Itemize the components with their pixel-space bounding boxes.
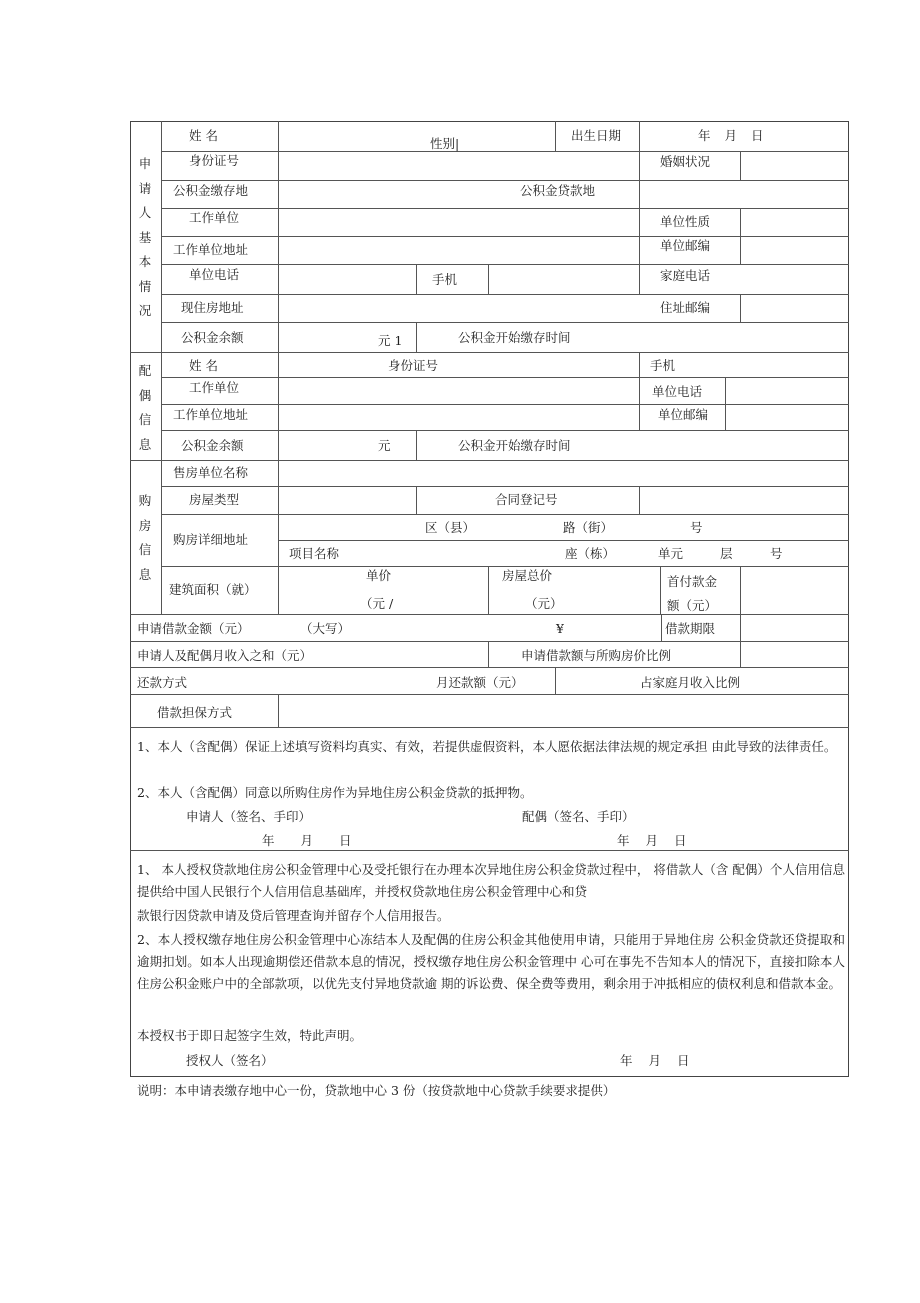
authorization-item-2: 2、本人授权缴存地住房公积金管理中心冻结本人及配偶的住房公积金其他使用申请，只能用于异地住房 公积金贷款还贷提取和逾期扣划。如本人出现逾期偿还借款本息的情况，授权缴存地住房公积金管理中 心可在事先不告知本人的情况下，直接扣除本人住房公积金账户中的全部款项，以优先支付异地贷款逾 期的诉讼费、保全费等费用，剩余用于冲抵相应的债权利息和借款本金。 <box>137 932 845 991</box>
divider <box>740 294 741 322</box>
applicant-name-label: 姓 名 <box>189 128 218 143</box>
divider <box>278 460 279 614</box>
applicant-fund-start-label: 公积金开始缴存时间 <box>458 330 571 345</box>
applicant-birth-label: 出生日期 <box>571 128 622 143</box>
divider <box>555 667 556 694</box>
divider <box>416 486 417 514</box>
area-label: 建筑面积（就） <box>169 582 257 597</box>
divider <box>416 430 417 460</box>
applicant-mobile-field[interactable] <box>489 265 638 293</box>
divider <box>278 352 279 460</box>
applicant-employer-nature-field[interactable] <box>741 209 848 235</box>
loan-amount-label: 申请借款金额（元） <box>137 621 250 636</box>
divider <box>161 566 849 567</box>
divider <box>660 566 661 614</box>
district-label: 区（县） <box>425 520 476 535</box>
unit-price-label: 单价 <box>366 568 392 583</box>
spouse-fund-start-label: 公积金开始缴存时间 <box>458 438 571 453</box>
down-payment-label-1: 首付款金 <box>667 574 718 589</box>
house-type-label: 房屋类型 <box>189 492 240 507</box>
spouse-id-label: 身份证号 <box>388 358 439 373</box>
applicant-gender-field[interactable] <box>460 122 554 150</box>
applicant-residence-field[interactable] <box>279 295 638 321</box>
divider <box>639 486 640 514</box>
applicant-name-field[interactable] <box>279 122 415 150</box>
divider <box>416 264 417 294</box>
address-label: 购房详细地址 <box>173 532 249 547</box>
applicant-birth-date: 年 月 日 <box>698 128 764 143</box>
divider <box>130 850 849 851</box>
loan-term-label: 借款期限 <box>665 621 716 636</box>
total-price-label: 房屋总价 <box>502 568 553 583</box>
divider <box>130 727 849 728</box>
applicant-marital-field[interactable] <box>741 152 848 179</box>
divider <box>161 460 162 614</box>
declaration-item-2: 2、本人（含配偶）同意以所购住房作为异地住房公积金贷款的抵押物。 <box>137 785 533 800</box>
divider <box>161 377 849 378</box>
divider <box>725 377 726 430</box>
authorization-date: 年 月 日 <box>620 1053 690 1068</box>
applicant-signature-label: 申请人（签名、手印） <box>186 809 312 824</box>
guarantee-field[interactable] <box>279 695 848 726</box>
applicant-residence-label: 现住房地址 <box>181 300 244 315</box>
applicant-fund-loan-place-label: 公积金贷款地 <box>520 183 596 198</box>
applicant-employer-postcode-label: 单位邮编 <box>660 238 711 253</box>
applicant-gender-label: 性别| <box>430 136 460 151</box>
room-label: 号 <box>770 546 783 561</box>
loan-amount-capital: （大写） <box>300 621 351 636</box>
applicant-section-title: 申请人基本情况 <box>138 156 152 318</box>
loan-amount-yen: ¥ <box>556 621 564 636</box>
authorizer-signature-label: 授权人（签名） <box>186 1053 274 1068</box>
applicant-id-field[interactable] <box>279 152 638 179</box>
total-price-unit: （元） <box>525 596 563 611</box>
guarantee-label: 借款担保方式 <box>157 705 233 720</box>
spouse-fund-balance-label: 公积金余额 <box>181 438 244 453</box>
income-label: 申请人及配偶月收入之和（元） <box>137 648 313 663</box>
loan-ratio-label: 申请借款额与所购房价比例 <box>521 648 672 663</box>
applicant-fund-loan-place-field[interactable] <box>640 181 848 207</box>
unit-label: 单元 <box>658 546 684 561</box>
applicant-employer-field[interactable] <box>279 209 638 235</box>
divider <box>740 566 741 614</box>
down-payment-label-2: 额（元） <box>667 598 718 613</box>
declaration-date-right: 年 月 日 <box>617 833 687 848</box>
divider <box>161 430 849 431</box>
applicant-employer-postcode-field[interactable] <box>741 237 848 263</box>
divider <box>639 121 640 294</box>
applicant-fund-balance-unit: 元 1 <box>378 333 403 348</box>
repay-method-label: 还款方式 <box>137 675 188 690</box>
applicant-employer-address-label: 工作单位地址 <box>173 242 249 257</box>
divider <box>661 614 662 641</box>
unit-price-unit: （元 / <box>360 596 394 611</box>
project-label: 项目名称 <box>289 546 340 561</box>
divider <box>130 352 849 353</box>
footnote: 说明：本申请表缴存地中心一份，贷款地中心 3 份（按贷款地中心贷款手续要求提供） <box>137 1083 616 1098</box>
building-label: 座（栋） <box>565 546 616 561</box>
spouse-employer-label: 工作单位 <box>189 380 240 395</box>
divider <box>488 641 489 667</box>
applicant-employer-nature-label: 单位性质 <box>660 214 711 229</box>
floor-label: 层 <box>720 546 733 561</box>
spouse-employer-address-label: 工作单位地址 <box>173 407 249 422</box>
spouse-mobile-label: 手机 <box>650 358 676 373</box>
applicant-mobile-label: 手机 <box>432 272 458 287</box>
purchase-section-title: 购房信息 <box>138 493 152 582</box>
spouse-signature-label: 配偶（签名、手印） <box>522 809 635 824</box>
spouse-name-label: 姓 名 <box>189 358 218 373</box>
contract-label: 合同登记号 <box>495 492 558 507</box>
seller-label: 售房单位名称 <box>173 465 249 480</box>
spouse-fund-balance-unit: 元 <box>378 438 391 453</box>
loan-term-field[interactable] <box>741 615 848 640</box>
applicant-employer-label: 工作单位 <box>189 210 240 225</box>
spouse-employer-postcode-label: 单位邮编 <box>658 407 709 422</box>
divider <box>130 667 849 668</box>
number-label: 号 <box>690 520 703 535</box>
divider <box>161 121 162 460</box>
divider <box>416 322 417 352</box>
authorization-item-3: 本授权书于即日起签字生效，特此声明。 <box>137 1028 363 1043</box>
road-label: 路（街） <box>563 520 614 535</box>
applicant-marital-label: 婚姻状况 <box>660 154 711 169</box>
divider <box>555 121 556 151</box>
divider <box>130 641 849 642</box>
divider <box>278 540 849 541</box>
divider <box>161 514 849 515</box>
applicant-employer-phone-label: 单位电话 <box>189 267 240 282</box>
monthly-repay-label: 月还款额（元） <box>436 675 524 690</box>
applicant-id-label: 身份证号 <box>189 153 240 168</box>
divider <box>161 486 849 487</box>
divider <box>161 404 849 405</box>
spouse-employer-phone-label: 单位电话 <box>652 384 703 399</box>
authorization-item-1-cont: 款银行因贷款申请及贷后管理查询并留存个人信用报告。 <box>137 908 450 923</box>
income-ratio-label: 占家庭月收入比例 <box>640 675 741 690</box>
declaration-date-left: 年 月 日 <box>262 833 352 848</box>
divider <box>161 322 849 323</box>
divider <box>639 352 640 430</box>
divider <box>488 566 489 614</box>
declaration-item-1: 1、本人（含配偶）保证上述填写资料均真实、有效，若提供虚假资料，本人愿依据法律法规的规定承担 由此导致的法律责任。 <box>137 739 837 754</box>
applicant-residence-postcode-label: 住址邮编 <box>660 300 711 315</box>
spouse-section-title: 配偶信息 <box>138 363 152 452</box>
applicant-home-phone-label: 家庭电话 <box>660 268 711 283</box>
authorization-item-1: 1、 本人授权贷款地住房公积金管理中心及受托银行在办理本次异地住房公积金贷款过程中， 将借款人（含 配偶）个人信用信息提供给中国人民银行个人信用信息基础库，并授权贷款地住房公积金管理中心和贷 <box>137 862 845 899</box>
divider <box>740 641 741 667</box>
divider <box>130 460 849 461</box>
applicant-fund-balance-label: 公积金余额 <box>181 330 244 345</box>
applicant-fund-deposit-label: 公积金缴存地 <box>173 183 249 198</box>
